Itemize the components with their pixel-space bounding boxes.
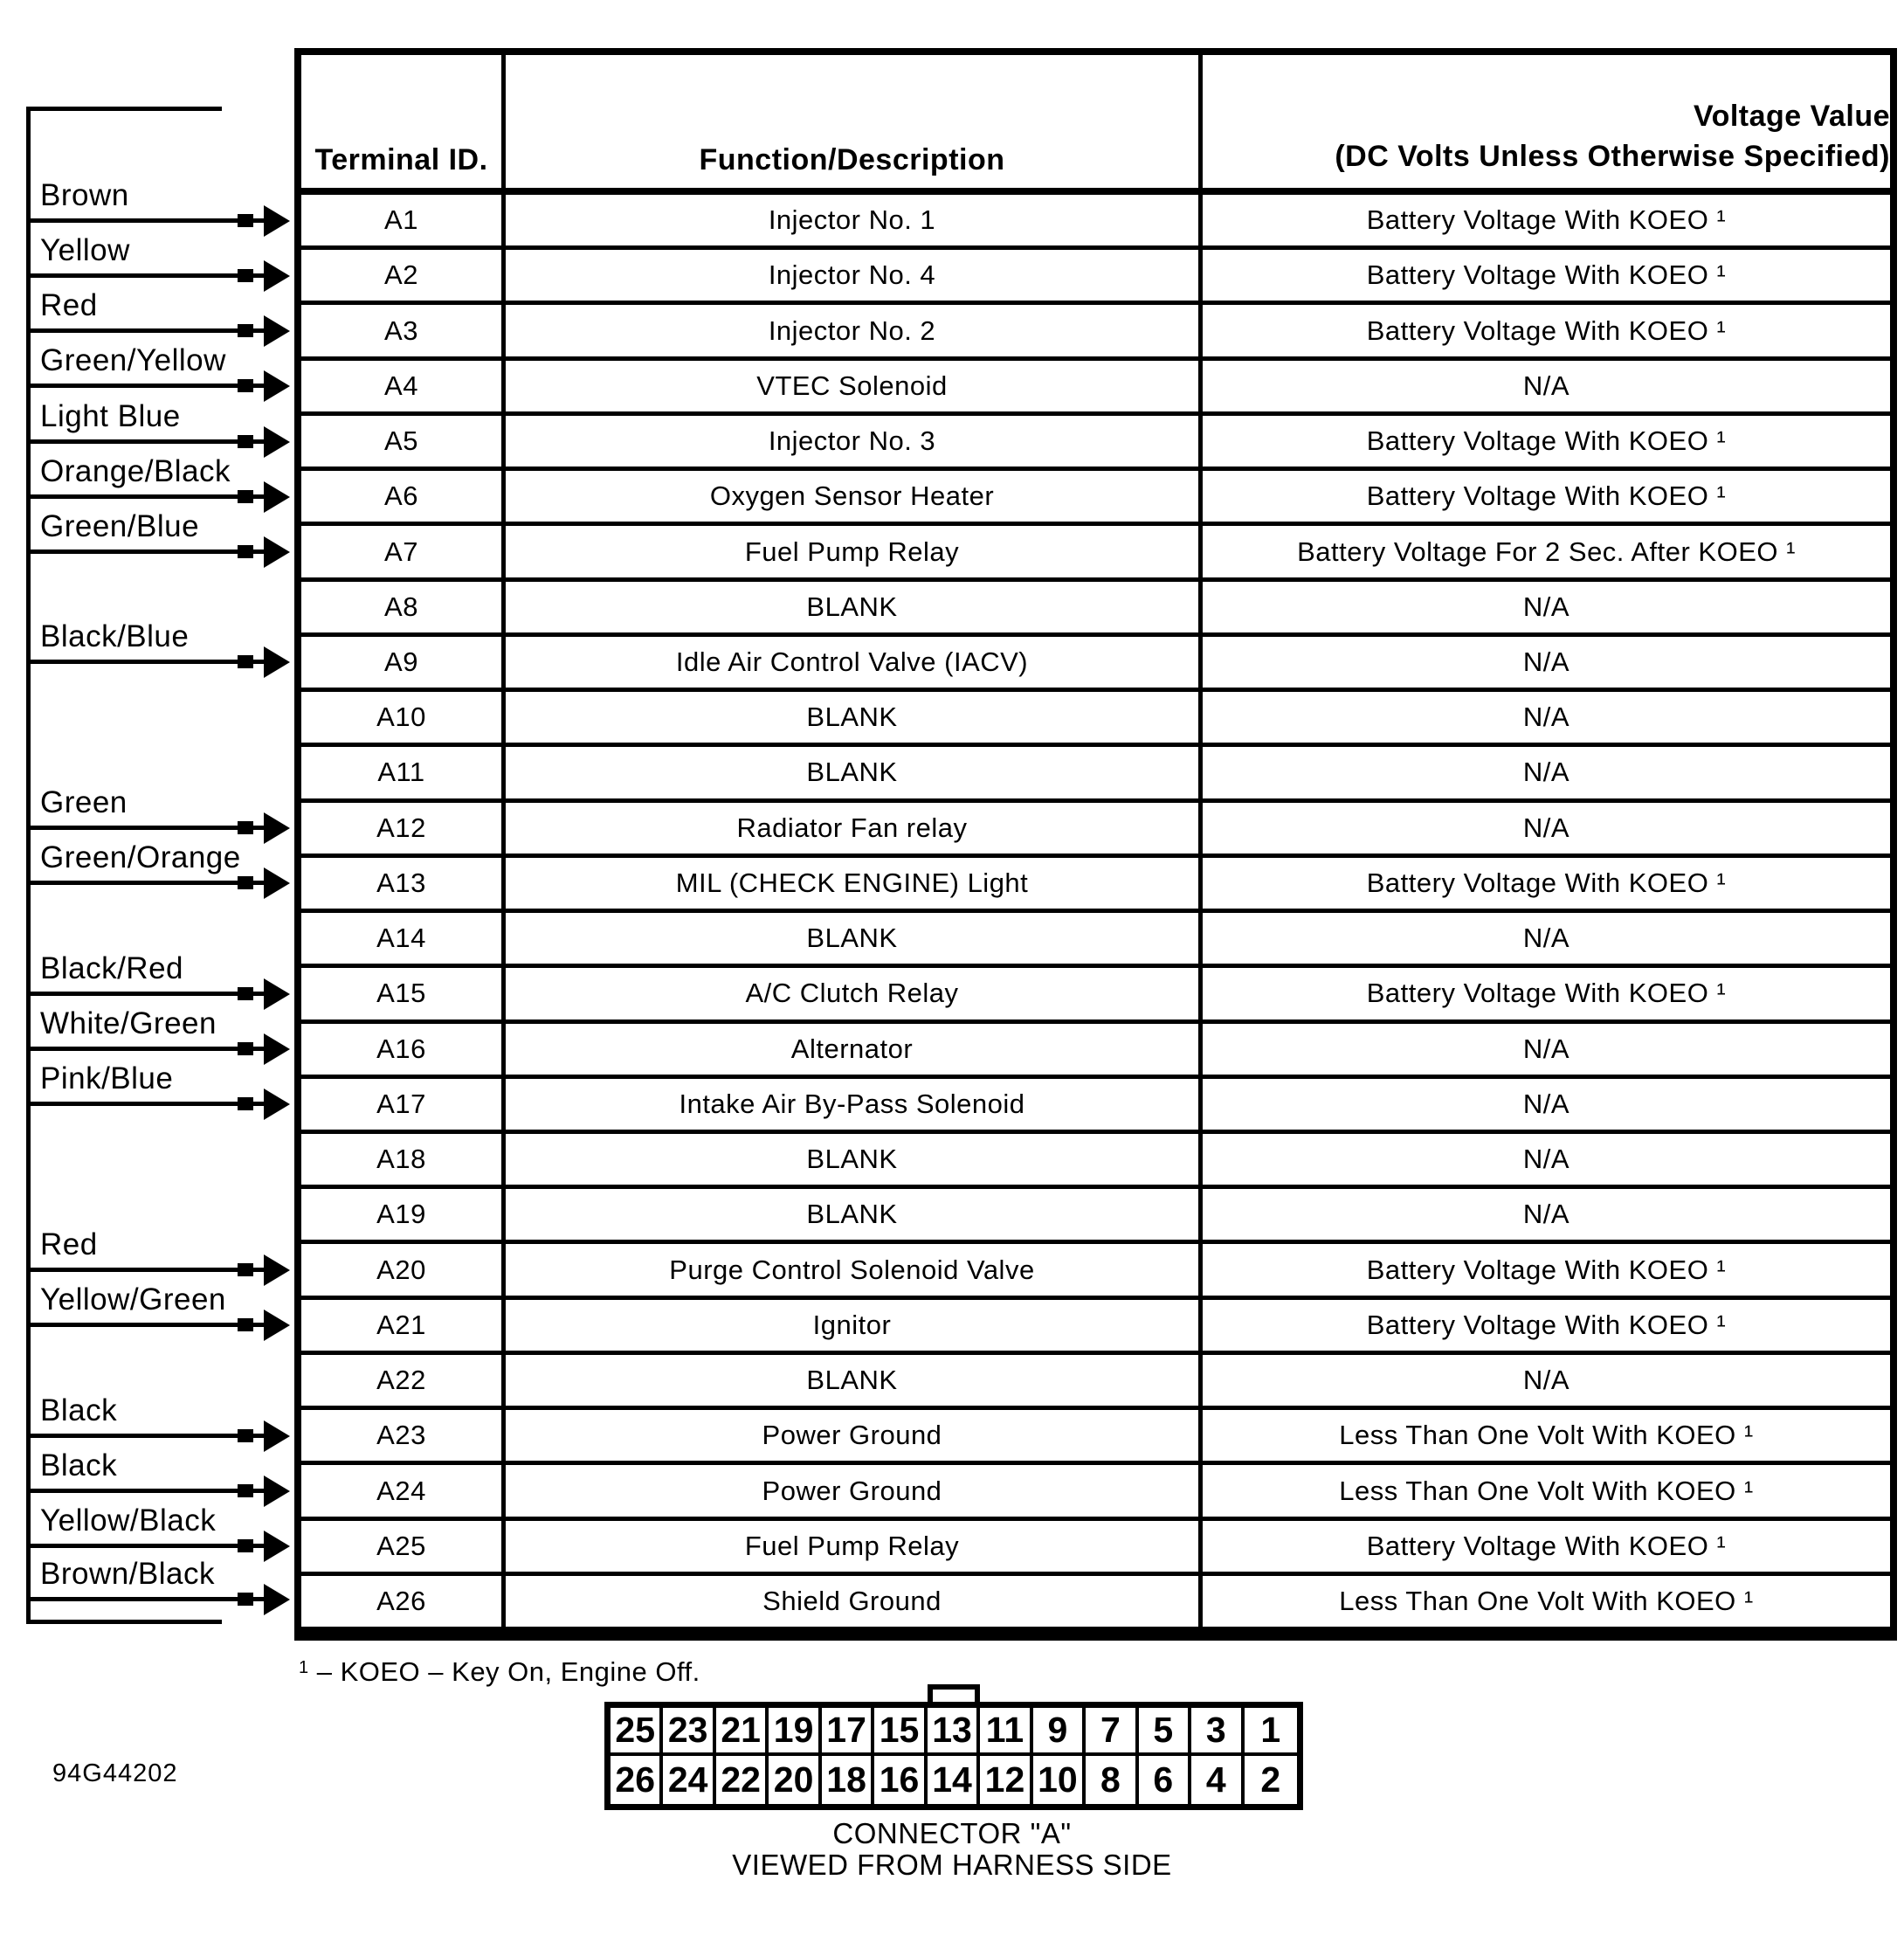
wire-color-label: Green/Blue — [40, 509, 200, 544]
wire-item — [26, 1500, 267, 1548]
connector-pin: 1 — [1245, 1708, 1297, 1756]
connector-pin: 4 — [1191, 1756, 1244, 1804]
wire-color-label: Green/Yellow — [40, 343, 226, 378]
connector-pin: 13 — [928, 1708, 980, 1756]
terminal-id-cell: A10 — [301, 692, 506, 743]
function-cell: BLANK — [506, 1355, 1203, 1406]
connector-pin: 24 — [663, 1756, 715, 1804]
function-cell: Oxygen Sensor Heater — [506, 471, 1203, 522]
arrow-stem — [238, 821, 253, 834]
wire-item — [26, 1003, 267, 1051]
wire-color-label: Pink/Blue — [40, 1061, 174, 1096]
header-function-description: Function/Description — [506, 55, 1203, 188]
arrow-stem — [238, 1042, 253, 1055]
header-terminal-id: Terminal ID. — [301, 55, 506, 188]
connector-pin: 10 — [1033, 1756, 1086, 1804]
wire-color-label: Black — [40, 1393, 118, 1427]
voltage-cell: Battery Voltage With KOEO ¹ — [1366, 204, 1727, 236]
document-code: 94G44202 — [52, 1759, 178, 1787]
table-row — [301, 1300, 1890, 1355]
voltage-cell: Battery Voltage With KOEO ¹ — [1366, 867, 1727, 898]
function-cell: BLANK — [506, 913, 1203, 964]
terminal-id-cell: A8 — [301, 582, 506, 632]
wire-color-label: Black — [40, 1448, 118, 1482]
arrow-stem — [238, 1318, 253, 1331]
arrow-right-icon — [264, 260, 290, 292]
arrow-right-icon — [264, 315, 290, 347]
table-row — [301, 1576, 1890, 1627]
voltage-cell: Battery Voltage With KOEO ¹ — [1366, 425, 1727, 457]
arrow-right-icon — [264, 1033, 290, 1065]
wire-item — [26, 451, 267, 499]
voltage-cell: Less Than One Volt With KOEO ¹ — [1339, 1420, 1754, 1451]
voltage-cell: N/A — [1522, 923, 1570, 954]
connector-pin: 9 — [1033, 1708, 1086, 1756]
terminal-id-cell: A13 — [301, 858, 506, 909]
table-row — [301, 1355, 1890, 1410]
terminal-id-cell: A1 — [301, 195, 506, 245]
function-cell: Injector No. 1 — [506, 195, 1203, 245]
koeo-footnote — [299, 1656, 700, 1688]
wire-color-label: Brown/Black — [40, 1556, 216, 1591]
terminal-id-cell: A16 — [301, 1024, 506, 1075]
connector-pin: 20 — [769, 1756, 821, 1804]
arrow-stem — [238, 1263, 253, 1276]
connector-pin: 25 — [611, 1708, 663, 1756]
table-row — [301, 526, 1890, 581]
wire-item — [26, 1279, 267, 1327]
function-cell: BLANK — [506, 582, 1203, 632]
terminal-voltage-table — [294, 48, 1897, 1641]
voltage-cell: N/A — [1522, 702, 1570, 733]
connector-pin: 22 — [716, 1756, 769, 1804]
function-cell: Injector No. 2 — [506, 305, 1203, 356]
voltage-cell: N/A — [1522, 646, 1570, 677]
terminal-id-cell: A20 — [301, 1244, 506, 1295]
terminal-id-cell: A5 — [301, 416, 506, 467]
voltage-cell: Less Than One Volt With KOEO ¹ — [1339, 1585, 1754, 1616]
wire-item — [26, 1445, 267, 1493]
voltage-cell: Battery Voltage For 2 Sec. After KOEO ¹ — [1297, 536, 1796, 567]
voltage-cell: Battery Voltage With KOEO ¹ — [1366, 1254, 1727, 1285]
table-row — [301, 471, 1890, 526]
wire-item — [26, 506, 267, 554]
terminal-id-cell: A12 — [301, 803, 506, 854]
function-cell: Fuel Pump Relay — [506, 526, 1203, 577]
connector-pin: 6 — [1139, 1756, 1191, 1804]
function-cell: BLANK — [506, 692, 1203, 743]
arrow-right-icon — [264, 646, 290, 678]
table-row — [301, 968, 1890, 1023]
table-header-row — [301, 55, 1890, 195]
voltage-cell: N/A — [1522, 1088, 1570, 1119]
voltage-cell: Less Than One Volt With KOEO ¹ — [1339, 1475, 1754, 1506]
terminal-id-cell: A24 — [301, 1465, 506, 1516]
arrow-right-icon — [264, 1476, 290, 1507]
wire-color-label: Red — [40, 1227, 98, 1262]
table-row — [301, 195, 1890, 250]
arrow-stem — [238, 324, 253, 337]
terminal-id-cell: A4 — [301, 361, 506, 411]
terminal-id-cell: A25 — [301, 1521, 506, 1572]
terminal-id-cell: A19 — [301, 1189, 506, 1240]
connector-pin-diagram — [604, 1702, 1303, 1810]
table-row — [301, 582, 1890, 637]
arrow-stem — [238, 545, 253, 558]
wire-item — [26, 396, 267, 444]
connector-pin: 18 — [822, 1756, 874, 1804]
wire-color-label: Orange/Black — [40, 453, 231, 488]
voltage-cell: Battery Voltage With KOEO ¹ — [1366, 314, 1727, 346]
table-row — [301, 361, 1890, 416]
function-cell: Injector No. 4 — [506, 250, 1203, 301]
connector-pin: 19 — [769, 1708, 821, 1756]
wire-color-label: Yellow/Green — [40, 1282, 226, 1317]
table-row — [301, 747, 1890, 802]
function-cell: MIL (CHECK ENGINE) Light — [506, 858, 1203, 909]
wire-color-label: Yellow/Black — [40, 1503, 217, 1538]
connector-pin: 14 — [928, 1756, 980, 1804]
wire-item — [26, 175, 267, 223]
connector-caption-line2: VIEWED FROM HARNESS SIDE — [732, 1849, 1172, 1881]
terminal-id-cell: A7 — [301, 526, 506, 577]
wire-item — [26, 782, 267, 830]
arrow-stem — [238, 490, 253, 503]
connector-pin: 15 — [874, 1708, 927, 1756]
connector-pin: 12 — [980, 1756, 1032, 1804]
voltage-cell: N/A — [1522, 757, 1570, 788]
table-row — [301, 913, 1890, 968]
arrow-stem — [238, 876, 253, 889]
voltage-cell: N/A — [1522, 1199, 1570, 1230]
table-row — [301, 305, 1890, 360]
table-row — [301, 858, 1890, 913]
wire-item — [26, 285, 267, 333]
terminal-id-cell: A9 — [301, 637, 506, 688]
function-cell: BLANK — [506, 747, 1203, 798]
wire-item — [26, 340, 267, 388]
voltage-cell: N/A — [1522, 1144, 1570, 1175]
wire-item — [26, 230, 267, 278]
wire-color-label: Black/Red — [40, 950, 184, 985]
table-body — [301, 195, 1890, 1627]
terminal-id-cell: A17 — [301, 1079, 506, 1130]
voltage-cell: N/A — [1522, 1033, 1570, 1064]
table-row — [301, 250, 1890, 305]
function-cell: Shield Ground — [506, 1576, 1203, 1627]
table-row — [301, 1079, 1890, 1134]
arrow-stem — [238, 1484, 253, 1497]
wire-item — [26, 1390, 267, 1438]
table-row — [301, 803, 1890, 858]
terminal-id-cell: A11 — [301, 747, 506, 798]
function-cell: Ignitor — [506, 1300, 1203, 1351]
arrow-stem — [238, 987, 253, 1000]
arrow-right-icon — [264, 867, 290, 899]
terminal-id-cell: A23 — [301, 1410, 506, 1461]
connector-pin: 23 — [663, 1708, 715, 1756]
table-row — [301, 1465, 1890, 1520]
function-cell: A/C Clutch Relay — [506, 968, 1203, 1019]
arrow-right-icon — [264, 1531, 290, 1562]
wire-color-label: Yellow — [40, 232, 130, 267]
terminal-id-cell: A21 — [301, 1300, 506, 1351]
arrow-stem — [238, 1429, 253, 1442]
arrow-stem — [238, 1539, 253, 1552]
voltage-cell: Battery Voltage With KOEO ¹ — [1366, 480, 1727, 512]
arrow-stem — [238, 269, 253, 282]
function-cell: Injector No. 3 — [506, 416, 1203, 467]
connector-pin: 3 — [1191, 1708, 1244, 1756]
function-cell: Power Ground — [506, 1465, 1203, 1516]
footnote-superscript: 1 — [299, 1658, 309, 1677]
function-cell: Intake Air By-Pass Solenoid — [506, 1079, 1203, 1130]
function-cell: Purge Control Solenoid Valve — [506, 1244, 1203, 1295]
wire-color-label: Black/Blue — [40, 619, 190, 654]
arrow-stem — [238, 214, 253, 227]
arrow-right-icon — [264, 426, 290, 458]
function-cell: Fuel Pump Relay — [506, 1521, 1203, 1572]
connector-pin: 11 — [980, 1708, 1032, 1756]
terminal-id-cell: A6 — [301, 471, 506, 522]
arrow-right-icon — [264, 1310, 290, 1341]
connector-pin: 2 — [1260, 1759, 1281, 1800]
header-voltage-line1: Voltage Value — [1693, 100, 1890, 134]
arrow-stem — [238, 655, 253, 668]
function-cell: Idle Air Control Valve (IACV) — [506, 637, 1203, 688]
table-row — [301, 1521, 1890, 1576]
table-row — [301, 1189, 1890, 1244]
terminal-id-cell: A22 — [301, 1355, 506, 1406]
wire-color-label: Light Blue — [40, 398, 181, 433]
voltage-cell: N/A — [1522, 370, 1570, 401]
wire-item — [26, 1553, 267, 1601]
terminal-id-cell: A26 — [301, 1576, 506, 1627]
header-voltage-value — [1203, 55, 1890, 188]
table-row — [301, 1134, 1890, 1189]
arrow-right-icon — [264, 1254, 290, 1286]
table-row — [301, 637, 1890, 692]
arrow-stem — [238, 435, 253, 448]
terminal-id-cell: A18 — [301, 1134, 506, 1185]
footnote-text: – KOEO – Key On, Engine Off. — [308, 1656, 700, 1687]
wire-color-label: Red — [40, 288, 98, 323]
wire-color-label: White/Green — [40, 1006, 217, 1041]
function-cell: BLANK — [506, 1134, 1203, 1185]
arrow-right-icon — [264, 536, 290, 568]
voltage-cell: Battery Voltage With KOEO ¹ — [1366, 1530, 1727, 1561]
function-cell: Radiator Fan relay — [506, 803, 1203, 854]
connector-pin: 26 — [611, 1756, 663, 1804]
function-cell: BLANK — [506, 1189, 1203, 1240]
table-row — [301, 1024, 1890, 1079]
voltage-cell: N/A — [1522, 812, 1570, 843]
connector-pin: 21 — [716, 1708, 769, 1756]
arrow-right-icon — [264, 1584, 290, 1615]
header-voltage-line2: (DC Volts Unless Otherwise Specified) — [1335, 140, 1890, 174]
function-cell: VTEC Solenoid — [506, 361, 1203, 411]
table-row — [301, 1410, 1890, 1465]
arrow-stem — [238, 379, 253, 392]
table-row — [301, 692, 1890, 747]
wire-item — [26, 1224, 267, 1272]
table-row — [301, 1244, 1890, 1299]
voltage-cell: Battery Voltage With KOEO ¹ — [1366, 1309, 1727, 1340]
wire-item — [26, 948, 267, 996]
voltage-cell: Battery Voltage With KOEO ¹ — [1366, 978, 1727, 1009]
arrow-right-icon — [264, 812, 290, 844]
voltage-cell: N/A — [1522, 1365, 1570, 1396]
terminal-id-cell: A3 — [301, 305, 506, 356]
connector-pin: 17 — [822, 1708, 874, 1756]
table-row — [301, 416, 1890, 471]
arrow-right-icon — [264, 481, 290, 513]
connector-pin: 16 — [874, 1756, 927, 1804]
function-cell: Power Ground — [506, 1410, 1203, 1461]
terminal-id-cell: A2 — [301, 250, 506, 301]
connector-caption-line1: CONNECTOR "A" — [832, 1817, 1072, 1849]
connector-pin: 7 — [1086, 1708, 1138, 1756]
terminal-id-cell: A14 — [301, 913, 506, 964]
wire-item — [26, 616, 267, 664]
voltage-cell: N/A — [1522, 591, 1570, 622]
voltage-cell: Battery Voltage With KOEO ¹ — [1366, 259, 1727, 291]
wire-item — [26, 837, 267, 885]
arrow-right-icon — [264, 1420, 290, 1452]
wire-color-label: Green/Orange — [40, 840, 241, 875]
arrow-right-icon — [264, 978, 290, 1010]
wire-color-label: Brown — [40, 177, 129, 212]
wire-color-label: Green — [40, 785, 128, 820]
arrow-stem — [238, 1593, 253, 1606]
arrow-right-icon — [264, 1089, 290, 1120]
arrow-stem — [238, 1097, 253, 1110]
arrow-right-icon — [264, 205, 290, 237]
wire-item — [26, 1058, 267, 1106]
connector-pin: 5 — [1139, 1708, 1191, 1756]
connector-pin: 8 — [1086, 1756, 1138, 1804]
function-cell: Alternator — [506, 1024, 1203, 1075]
arrow-right-icon — [264, 370, 290, 402]
terminal-id-cell: A15 — [301, 968, 506, 1019]
